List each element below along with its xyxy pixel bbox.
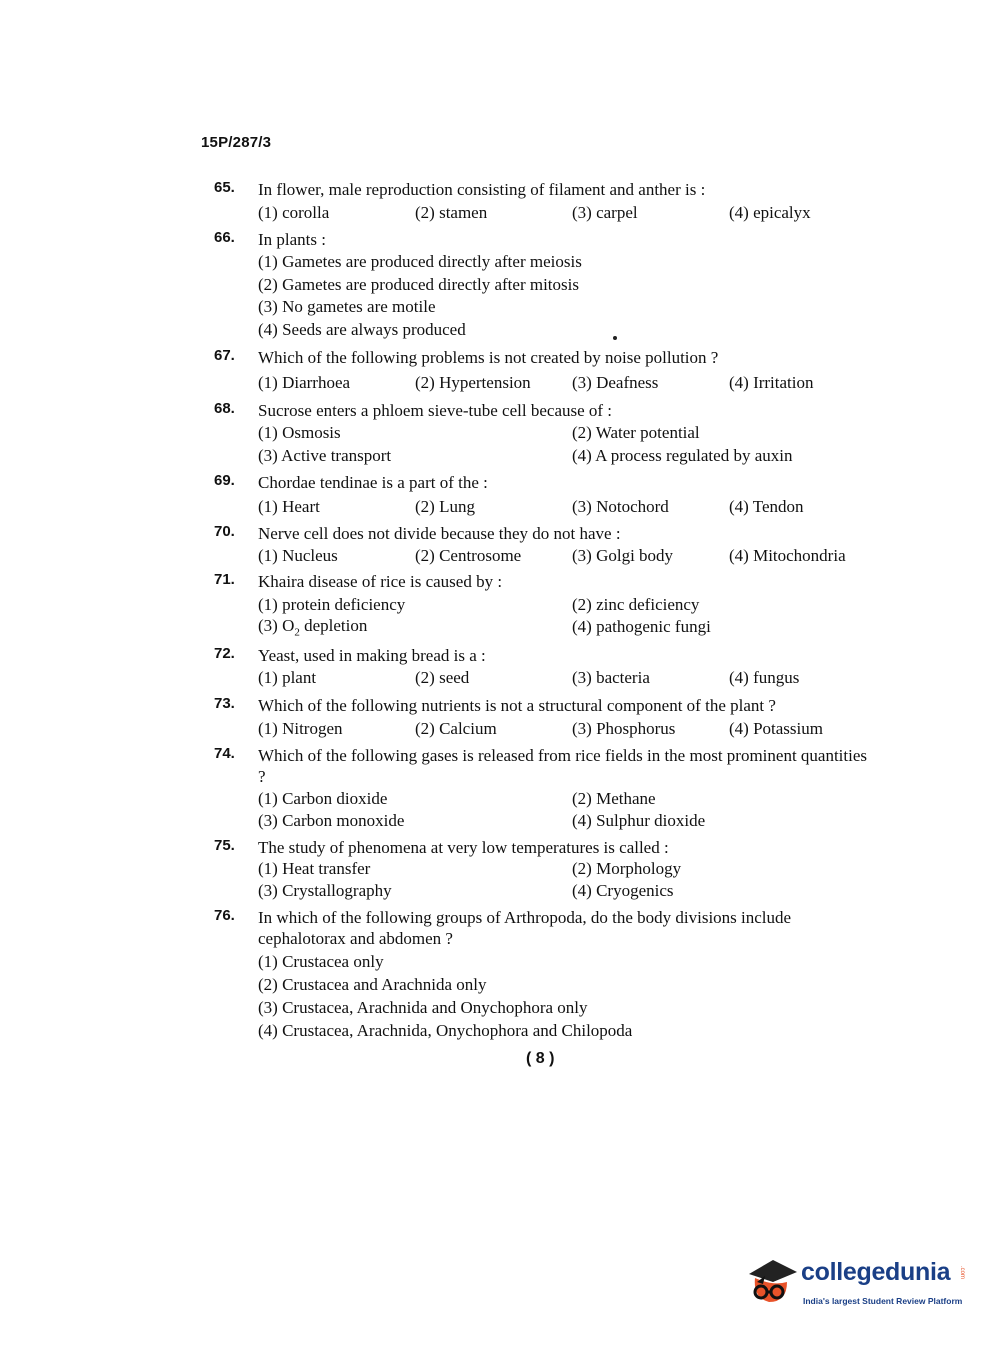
question-text: Which of the following nutrients is not a structural component of the plant ?	[258, 696, 776, 715]
option-1: (1) Diarrhoea	[258, 373, 351, 392]
option-4: (4) Cryogenics	[572, 881, 674, 900]
option-1: (1) Nitrogen	[258, 719, 343, 738]
question-text: Sucrose enters a phloem sieve-tube cell because of :	[258, 401, 613, 420]
option-2: (2) Crustacea and Arachnida only	[258, 975, 487, 994]
option-2: (2) Centrosome	[415, 546, 522, 565]
question-text: In which of the following groups of Arthropoda, do the body divisions include cephalotorax and abdomen ?	[258, 908, 792, 948]
option-4: (4) Irritation	[729, 373, 814, 392]
collegedunia-watermark[interactable]	[743, 1252, 973, 1314]
question-text: Yeast, used in making bread is a :	[258, 646, 486, 665]
option-3: (3) carpel	[572, 203, 638, 222]
question-text: Chordae tendinae is a part of the :	[258, 473, 488, 492]
option-1: (1) Heat transfer	[258, 859, 371, 878]
question-number: 68.	[214, 400, 235, 417]
question-number: 65.	[214, 179, 235, 196]
question-number: 69.	[214, 472, 235, 489]
option-1: (1) Carbon dioxide	[258, 789, 388, 808]
option-4: (4) Crustacea, Arachnida, Onychophora and Chilopoda	[258, 1021, 633, 1040]
option-2: (2) seed	[415, 668, 470, 687]
question-text: The study of phenomena at very low temperatures is called :	[258, 838, 669, 857]
question-text: Which of the following problems is not created by noise pollution ?	[258, 348, 719, 367]
option-4: (4) A process regulated by auxin	[572, 446, 793, 465]
option-2: (2) Calcium	[415, 719, 497, 738]
option-2: (2) Morphology	[572, 859, 682, 878]
question-number: 71.	[214, 571, 235, 588]
option-1: (1) corolla	[258, 203, 330, 222]
option-3: (3) Carbon monoxide	[258, 811, 405, 830]
option-3: (3) Crystallography	[258, 881, 392, 900]
option-3-rest: depletion	[299, 616, 368, 635]
option-1: (1) Heart	[258, 497, 320, 516]
option-1: (1) Crustacea only	[258, 952, 384, 971]
option-2: (2) Lung	[415, 497, 475, 516]
option-3	[258, 615, 367, 643]
option-2: (2) Methane	[572, 789, 656, 808]
option-1: (1) Gametes are produced directly after meiosis	[258, 252, 582, 271]
question-text: Khaira disease of rice is caused by :	[258, 572, 503, 591]
question-number: 72.	[214, 645, 235, 662]
question-number: 76.	[214, 907, 235, 924]
question-number: 66.	[214, 229, 235, 246]
option-4: (4) epicalyx	[729, 203, 811, 222]
option-2: (2) Hypertension	[415, 373, 531, 392]
option-4: (4) fungus	[729, 668, 800, 687]
option-1: (1) plant	[258, 668, 317, 687]
scan-speck	[613, 336, 617, 340]
option-3: (3) Phosphorus	[572, 719, 676, 738]
option-2: (2) Water potential	[572, 423, 700, 442]
option-4: (4) pathogenic fungi	[572, 617, 711, 636]
brand-tagline: India's largest Student Review Platform	[803, 1296, 963, 1306]
option-2: (2) Gametes are produced directly after mitosis	[258, 275, 579, 294]
page-number: ( 8 )	[526, 1050, 555, 1067]
option-3-subscript: 2	[294, 626, 300, 639]
option-1: (1) Osmosis	[258, 423, 341, 442]
option-3: (3) No gametes are motile	[258, 297, 436, 316]
question-text: Nerve cell does not divide because they do not have :	[258, 524, 621, 543]
question-number: 73.	[214, 695, 235, 712]
option-4: (4) Sulphur dioxide	[572, 811, 706, 830]
brand-name: collegedunia	[801, 1258, 951, 1286]
question-text: In plants :	[258, 230, 326, 249]
option-4: (4) Mitochondria	[729, 546, 846, 565]
option-3-label: (3) O	[258, 616, 295, 635]
option-4: (4) Tendon	[729, 497, 804, 516]
option-3: (3) Active transport	[258, 446, 392, 465]
option-4: (4) Seeds are always produced	[258, 320, 466, 339]
option-3: (3) Golgi body	[572, 546, 674, 565]
option-3: (3) Notochord	[572, 497, 669, 516]
question-number: 75.	[214, 837, 235, 854]
option-1: (1) protein deficiency	[258, 595, 406, 614]
option-3: (3) bacteria	[572, 668, 650, 687]
paper-code: 15P/287/3	[201, 134, 272, 151]
option-2: (2) stamen	[415, 203, 488, 222]
option-3: (3) Deafness	[572, 373, 659, 392]
question-number: 70.	[214, 523, 235, 540]
brand-tld: .com	[959, 1266, 965, 1280]
question-number: 74.	[214, 745, 235, 762]
option-2: (2) zinc deficiency	[572, 595, 700, 614]
mascot-icon	[743, 1252, 799, 1308]
option-4: (4) Potassium	[729, 719, 823, 738]
option-1: (1) Nucleus	[258, 546, 338, 565]
question-text: Which of the following gases is released from rice fields in the most prominent quantities ?	[258, 746, 868, 786]
question-text: In flower, male reproduction consisting of filament and anther is :	[258, 180, 706, 199]
option-3: (3) Crustacea, Arachnida and Onychophora only	[258, 998, 588, 1017]
question-number: 67.	[214, 347, 235, 364]
